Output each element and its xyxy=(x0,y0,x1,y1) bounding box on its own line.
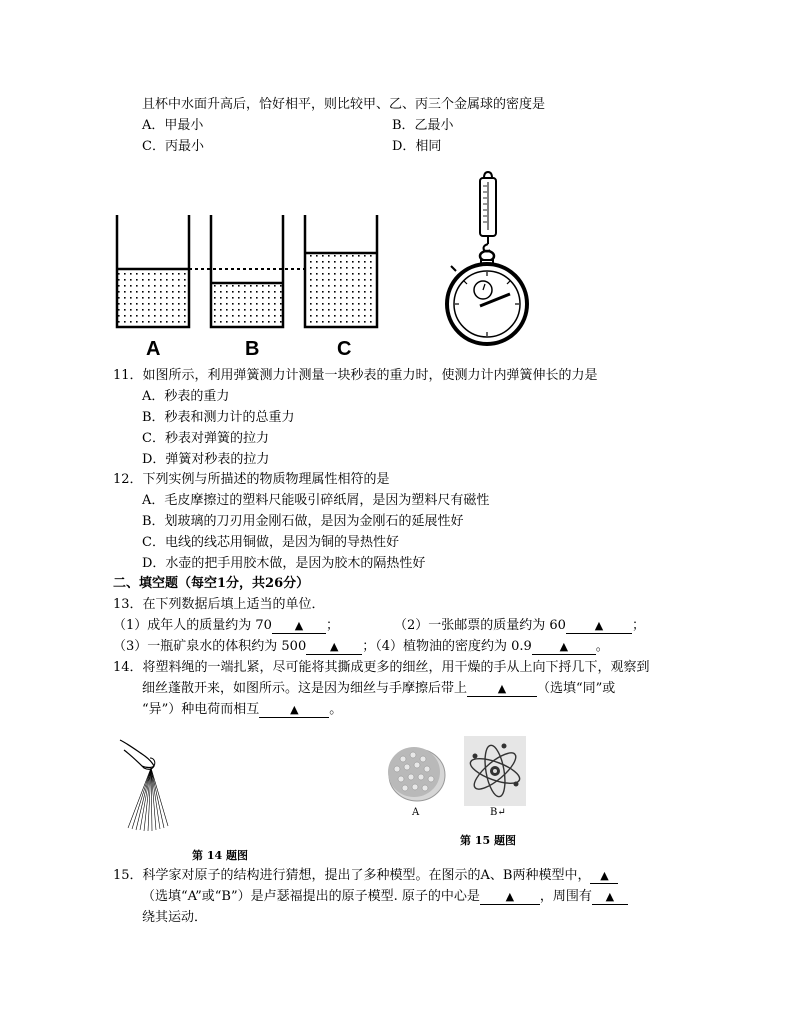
q15-line-2 xyxy=(142,888,628,906)
cup-c xyxy=(305,215,377,327)
fig15-caption: 第 15 题图 xyxy=(460,834,516,847)
q12-stem: 12．下列实例与所描述的物质物理属性相符的是 xyxy=(113,472,390,487)
q15-line-1 xyxy=(113,867,618,885)
q13-part-4: ；（4）植物油的密度约为 0.9 xyxy=(362,639,532,654)
q13-part-2: （2）一张邮票的质量约为 60 xyxy=(394,618,566,633)
q13-part-1: （1）成年人的质量约为 70 xyxy=(113,618,272,633)
fig15-label-b: B↵ xyxy=(490,807,506,818)
atom-model-b-figure xyxy=(464,736,526,806)
answer-blank[interactable]: ▲ xyxy=(590,869,618,884)
q10-option-d: D．相同 xyxy=(392,139,442,154)
stopwatch-spring-scale-figure xyxy=(440,170,540,350)
answer-blank[interactable]: ▲ xyxy=(566,619,632,634)
q10-stem: 且杯中水面升高后，恰好相平，则比较甲、乙、丙三个金属球的密度是 xyxy=(142,97,546,112)
answer-blank[interactable]: ▲ xyxy=(306,640,362,655)
q13-semicolon: ； xyxy=(325,618,339,633)
q11-option-b: B．秒表和测力计的总重力 xyxy=(142,410,295,425)
q11-option-d: D．弹簧对秒表的拉力 xyxy=(142,452,270,467)
q15-part-a: 15．科学家对原子的结构进行猜想，提出了多种模型。在图示的A、B两种模型中， xyxy=(113,868,591,883)
q13-part-3: （3）一瓶矿泉水的体积约为 500 xyxy=(113,639,307,654)
q14-part-b: （选填“同”或 xyxy=(537,681,616,696)
q14-line-2 xyxy=(142,680,615,698)
answer-blank[interactable]: ▲ xyxy=(259,703,329,718)
q14-part-d: 。 xyxy=(329,702,343,717)
q12-option-d: D．水壶的把手用胶木做，是因为胶木的隔热性好 xyxy=(142,556,426,571)
hand-strands-figure xyxy=(118,736,188,832)
cup-b xyxy=(211,215,283,327)
q14-line-1: 14．将塑料绳的一端扎紧，尽可能将其撕成更多的细丝，用干燥的手从上向下捋几下，观察到 xyxy=(113,660,650,675)
answer-blank[interactable]: ▲ xyxy=(272,619,326,634)
q13-line-1b xyxy=(394,617,645,635)
fig15-label-a: A xyxy=(412,807,420,818)
q13-period: 。 xyxy=(595,639,609,654)
q12-option-c: C．电线的线芯用铜做，是因为铜的导热性好 xyxy=(142,535,399,550)
section-title: 二、填空题（每空1分，共26分） xyxy=(113,576,310,591)
atom-model-a-figure xyxy=(383,743,447,803)
q13-stem: 13．在下列数据后填上适当的单位． xyxy=(113,597,325,612)
cup-label-b: B xyxy=(245,338,260,360)
q12-option-b: B．划玻璃的刀刃用金刚石做，是因为金刚石的延展性好 xyxy=(142,514,464,529)
q12-option-a: A．毛皮摩擦过的塑料尺能吸引碎纸屑，是因为塑料尺有磁性 xyxy=(142,493,490,508)
q11-option-c: C．秒表对弹簧的拉力 xyxy=(142,431,269,446)
cup-a xyxy=(117,215,189,327)
cup-label-a: A xyxy=(146,338,161,360)
answer-blank[interactable]: ▲ xyxy=(480,890,540,905)
q15-part-b: （选填“A”或“B”）是卢瑟福提出的原子模型. 原子的中心是 xyxy=(142,889,480,904)
cup-label-c: C xyxy=(337,338,352,360)
q10-option-b: B．乙最小 xyxy=(392,118,454,133)
cups-figure xyxy=(110,205,390,360)
q13-line-2 xyxy=(113,638,609,656)
q14-part-c: “异”）种电荷而相互 xyxy=(142,702,260,717)
answer-blank[interactable]: ▲ xyxy=(467,682,537,697)
answer-blank[interactable]: ▲ xyxy=(532,640,596,655)
q15-line-3: 绕其运动． xyxy=(142,910,208,925)
q14-line-3 xyxy=(142,701,342,719)
q13-semicolon: ； xyxy=(631,618,645,633)
q10-option-c: C．丙最小 xyxy=(142,139,204,154)
answer-blank[interactable]: ▲ xyxy=(592,890,628,905)
q11-stem: 11．如图所示，利用弹簧测力计测量一块秒表的重力时，使测力计内弹簧伸长的力是 xyxy=(113,368,598,383)
q11-option-a: A．秒表的重力 xyxy=(142,389,230,404)
q10-option-a: A．甲最小 xyxy=(142,118,204,133)
fig14-caption: 第 14 题图 xyxy=(192,849,248,862)
q15-part-c: ，周围有 xyxy=(539,889,592,904)
q13-line-1 xyxy=(113,617,339,635)
q14-part-a: 细丝蓬散开来，如图所示。这是因为细丝与手摩擦后带上 xyxy=(142,681,468,696)
